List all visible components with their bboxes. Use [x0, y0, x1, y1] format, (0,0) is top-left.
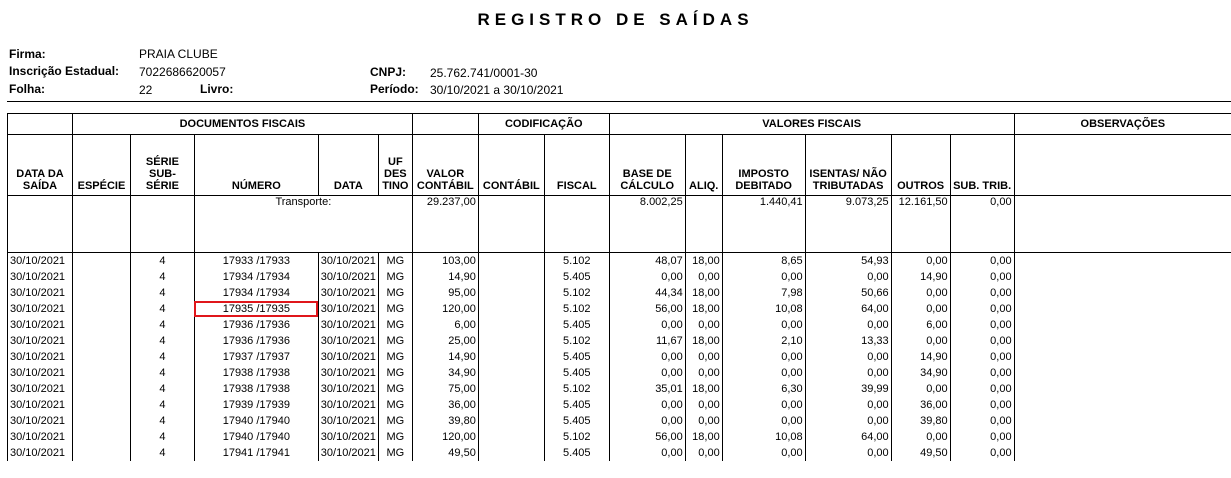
cell-observacoes: [1014, 333, 1231, 349]
table-row: [8, 285, 1231, 301]
cell-serie: 4: [130, 349, 194, 365]
cell-contabil: [478, 381, 544, 397]
cell-serie: 4: [130, 253, 194, 270]
table-row: [8, 429, 1231, 445]
cell-serie: 4: [130, 333, 194, 349]
cell-aliquota: 0,00: [685, 397, 722, 413]
cell-sub-trib: 0,00: [950, 429, 1014, 445]
cell-imposto-debitado: 6,30: [722, 381, 805, 397]
cell-data-saida: 30/10/2021: [8, 397, 73, 413]
cell-serie: 4: [130, 445, 194, 461]
col-especie: ESPÉCIE: [72, 135, 130, 196]
transporte-valor: 29.237,00: [412, 196, 478, 253]
cell-fiscal: 5.405: [544, 397, 609, 413]
cell-aliquota: 0,00: [685, 317, 722, 333]
table-row: [8, 349, 1231, 365]
cell-observacoes: [1014, 301, 1231, 317]
table-row: [8, 381, 1231, 397]
col-sub-trib: SUB. TRIB.: [950, 135, 1014, 196]
col-valor-contabil: VALOR CONTÁBIL: [412, 135, 478, 196]
cell-serie: 4: [130, 365, 194, 381]
cell-observacoes: [1014, 445, 1231, 461]
cell-aliquota: 18,00: [685, 285, 722, 301]
cell-valor-contabil: 6,00: [412, 317, 478, 333]
cell-especie: [72, 413, 130, 429]
cell-fiscal: 5.102: [544, 301, 609, 317]
cell-observacoes: [1014, 317, 1231, 333]
cell-outros: 0,00: [891, 333, 950, 349]
cell-isentas: 0,00: [805, 317, 891, 333]
cell-uf: MG: [378, 285, 412, 301]
cell-valor-contabil: 34,90: [412, 365, 478, 381]
cell-especie: [72, 317, 130, 333]
header-rule: [7, 101, 1231, 102]
cell: [1014, 196, 1231, 253]
folha-value: 22: [139, 83, 153, 97]
cell-isentas: 0,00: [805, 349, 891, 365]
cell-numero: 17936 /17936: [194, 333, 318, 349]
cell-especie: [72, 269, 130, 285]
cell-sub-trib: 0,00: [950, 365, 1014, 381]
cell-isentas: 0,00: [805, 269, 891, 285]
cell-fiscal: 5.405: [544, 269, 609, 285]
cell-sub-trib: 0,00: [950, 285, 1014, 301]
cell-serie: 4: [130, 269, 194, 285]
cell-uf: MG: [378, 381, 412, 397]
cell-especie: [72, 253, 130, 270]
cell-fiscal: 5.405: [544, 349, 609, 365]
col-outros: OUTROS: [891, 135, 950, 196]
cell-base-calculo: 0,00: [609, 445, 685, 461]
cell-serie: 4: [130, 381, 194, 397]
cell-base-calculo: 0,00: [609, 349, 685, 365]
cell-numero: 17938 /17938: [194, 381, 318, 397]
cell-data: 30/10/2021: [318, 381, 378, 397]
cell: [478, 196, 544, 253]
cell-contabil: [478, 429, 544, 445]
cell-isentas: 39,99: [805, 381, 891, 397]
cell-valor-contabil: 95,00: [412, 285, 478, 301]
cell-aliquota: 0,00: [685, 413, 722, 429]
cell-outros: 14,90: [891, 349, 950, 365]
cell-aliquota: 0,00: [685, 365, 722, 381]
cell-imposto-debitado: 0,00: [722, 365, 805, 381]
group-blank: [8, 114, 73, 135]
cell-base-calculo: 56,00: [609, 301, 685, 317]
cell-observacoes: [1014, 429, 1231, 445]
folha-label: Folha:: [9, 82, 45, 96]
cell-contabil: [478, 317, 544, 333]
cell: [544, 196, 609, 253]
group-documentos-fiscais: DOCUMENTOS FISCAIS: [72, 114, 412, 135]
cell-uf: MG: [378, 413, 412, 429]
cell-uf: MG: [378, 445, 412, 461]
cell-isentas: 0,00: [805, 413, 891, 429]
cell-observacoes: [1014, 253, 1231, 270]
cell-aliquota: 18,00: [685, 333, 722, 349]
cell-data: 30/10/2021: [318, 445, 378, 461]
table-row: [8, 333, 1231, 349]
cell-data: 30/10/2021: [318, 365, 378, 381]
livro-label: Livro:: [200, 82, 234, 96]
group-blank: [412, 114, 478, 135]
cell-contabil: [478, 365, 544, 381]
cell-outros: 14,90: [891, 269, 950, 285]
cell-serie: 4: [130, 301, 194, 317]
cell-data-saida: 30/10/2021: [8, 381, 73, 397]
cell-outros: 34,90: [891, 365, 950, 381]
col-uf-destino: UF DES TINO: [378, 135, 412, 196]
cell-base-calculo: 11,67: [609, 333, 685, 349]
cell-fiscal: 5.102: [544, 285, 609, 301]
cell: [72, 196, 130, 253]
cell-data-saida: 30/10/2021: [8, 333, 73, 349]
cell-data: 30/10/2021: [318, 269, 378, 285]
cell-numero: 17934 /17934: [194, 285, 318, 301]
firma-value: PRAIA CLUBE: [139, 47, 218, 61]
saidas-table: [7, 113, 1231, 461]
cell-sub-trib: 0,00: [950, 253, 1014, 270]
cell-especie: [72, 381, 130, 397]
cell-aliquota: 18,00: [685, 301, 722, 317]
inscricao-estadual-value: 7022686620057: [139, 65, 226, 79]
cell-data-saida: 30/10/2021: [8, 429, 73, 445]
cell-isentas: 0,00: [805, 445, 891, 461]
cell-uf: MG: [378, 349, 412, 365]
cell-numero: 17939 /17939: [194, 397, 318, 413]
cell-numero-highlighted: 17935 /17935: [194, 301, 318, 317]
cnpj-value: 25.762.741/0001-30: [430, 66, 538, 80]
cell-base-calculo: 0,00: [609, 269, 685, 285]
cell-contabil: [478, 413, 544, 429]
cell-isentas: 64,00: [805, 301, 891, 317]
group-codificacao: CODIFICAÇÃO: [478, 114, 609, 135]
cell-contabil: [478, 333, 544, 349]
cell-serie: 4: [130, 397, 194, 413]
transporte-sub-trib: 0,00: [950, 196, 1014, 253]
cell-uf: MG: [378, 397, 412, 413]
cell-base-calculo: 44,34: [609, 285, 685, 301]
cell-fiscal: 5.102: [544, 429, 609, 445]
cell-observacoes: [1014, 413, 1231, 429]
cell-data: 30/10/2021: [318, 301, 378, 317]
cell-uf: MG: [378, 429, 412, 445]
cell-especie: [72, 301, 130, 317]
cell-fiscal: 5.102: [544, 381, 609, 397]
cell-data-saida: 30/10/2021: [8, 365, 73, 381]
cell: [685, 196, 722, 253]
cell-data-saida: 30/10/2021: [8, 253, 73, 270]
cell-data: 30/10/2021: [318, 317, 378, 333]
cell-base-calculo: 0,00: [609, 317, 685, 333]
cell-sub-trib: 0,00: [950, 349, 1014, 365]
cell-outros: 39,80: [891, 413, 950, 429]
cell-numero: 17938 /17938: [194, 365, 318, 381]
periodo-value: 30/10/2021 a 30/10/2021: [430, 83, 564, 97]
cell-base-calculo: 35,01: [609, 381, 685, 397]
cell-sub-trib: 0,00: [950, 445, 1014, 461]
cell-contabil: [478, 349, 544, 365]
col-numero: NÚMERO: [194, 135, 318, 196]
cell-imposto-debitado: 10,08: [722, 301, 805, 317]
cell-imposto-debitado: 0,00: [722, 413, 805, 429]
cell-imposto-debitado: 0,00: [722, 269, 805, 285]
table-row: [8, 301, 1231, 317]
cell-fiscal: 5.405: [544, 365, 609, 381]
cell-contabil: [478, 269, 544, 285]
cell-data-saida: 30/10/2021: [8, 317, 73, 333]
cell-especie: [72, 333, 130, 349]
transporte-label: Transporte:: [194, 196, 412, 253]
transporte-isentas: 9.073,25: [805, 196, 891, 253]
cell-valor-contabil: 25,00: [412, 333, 478, 349]
cell-numero: 17933 /17933: [194, 253, 318, 270]
cell-serie: 4: [130, 429, 194, 445]
cell-fiscal: 5.405: [544, 445, 609, 461]
inscricao-estadual-label: Inscrição Estadual:: [9, 64, 120, 78]
periodo-label: Período:: [370, 82, 419, 96]
cell-aliquota: 0,00: [685, 269, 722, 285]
cell-numero: 17934 /17934: [194, 269, 318, 285]
cell-sub-trib: 0,00: [950, 413, 1014, 429]
cell-isentas: 0,00: [805, 365, 891, 381]
table-row: [8, 397, 1231, 413]
cell-valor-contabil: 39,80: [412, 413, 478, 429]
cell-valor-contabil: 36,00: [412, 397, 478, 413]
cell-imposto-debitado: 0,00: [722, 397, 805, 413]
cell-fiscal: 5.102: [544, 333, 609, 349]
cell-sub-trib: 0,00: [950, 397, 1014, 413]
cell-observacoes: [1014, 365, 1231, 381]
cell-sub-trib: 0,00: [950, 333, 1014, 349]
cell-numero: 17937 /17937: [194, 349, 318, 365]
cell-sub-trib: 0,00: [950, 317, 1014, 333]
cell-observacoes: [1014, 269, 1231, 285]
cell-aliquota: 0,00: [685, 445, 722, 461]
group-observacoes: OBSERVAÇÕES: [1014, 114, 1231, 135]
cell-data: 30/10/2021: [318, 429, 378, 445]
cell-outros: 0,00: [891, 429, 950, 445]
cell-fiscal: 5.102: [544, 253, 609, 270]
col-observacoes-blank: [1014, 135, 1231, 196]
cell-imposto-debitado: 0,00: [722, 317, 805, 333]
firma-label: Firma:: [9, 47, 46, 61]
table-row: [8, 269, 1231, 285]
cell-valor-contabil: 103,00: [412, 253, 478, 270]
page-title: REGISTRO DE SAÍDAS: [477, 10, 754, 29]
cell-data-saida: 30/10/2021: [8, 285, 73, 301]
cell-observacoes: [1014, 397, 1231, 413]
cell-imposto-debitado: 8,65: [722, 253, 805, 270]
cnpj-label: CNPJ:: [370, 65, 407, 79]
cell-uf: MG: [378, 365, 412, 381]
cell-observacoes: [1014, 285, 1231, 301]
transporte-imposto: 1.440,41: [722, 196, 805, 253]
cell-valor-contabil: 14,90: [412, 349, 478, 365]
cell-numero: 17936 /17936: [194, 317, 318, 333]
cell-observacoes: [1014, 349, 1231, 365]
cell-outros: 36,00: [891, 397, 950, 413]
cell-contabil: [478, 253, 544, 270]
cell-sub-trib: 0,00: [950, 269, 1014, 285]
cell-especie: [72, 349, 130, 365]
table-row: [8, 445, 1231, 461]
col-isentas: ISENTAS/ NÃO TRIBUTADAS: [805, 135, 891, 196]
cell-serie: 4: [130, 413, 194, 429]
cell-isentas: 64,00: [805, 429, 891, 445]
cell-sub-trib: 0,00: [950, 301, 1014, 317]
cell-outros: 0,00: [891, 381, 950, 397]
cell-especie: [72, 445, 130, 461]
cell-base-calculo: 0,00: [609, 413, 685, 429]
cell-base-calculo: 0,00: [609, 365, 685, 381]
cell-isentas: 13,33: [805, 333, 891, 349]
cell-especie: [72, 285, 130, 301]
cell-sub-trib: 0,00: [950, 381, 1014, 397]
cell-contabil: [478, 397, 544, 413]
cell-imposto-debitado: 0,00: [722, 445, 805, 461]
cell-data-saida: 30/10/2021: [8, 445, 73, 461]
cell-numero: 17940 /17940: [194, 429, 318, 445]
cell-aliquota: 18,00: [685, 253, 722, 270]
cell-data: 30/10/2021: [318, 349, 378, 365]
cell-outros: 0,00: [891, 301, 950, 317]
cell-uf: MG: [378, 269, 412, 285]
group-valores-fiscais: VALORES FISCAIS: [609, 114, 1014, 135]
cell-data-saida: 30/10/2021: [8, 349, 73, 365]
cell-valor-contabil: 49,50: [412, 445, 478, 461]
cell-observacoes: [1014, 381, 1231, 397]
cell-aliquota: 18,00: [685, 381, 722, 397]
cell-outros: 0,00: [891, 285, 950, 301]
cell-contabil: [478, 285, 544, 301]
transporte-base: 8.002,25: [609, 196, 685, 253]
table-row: [8, 317, 1231, 333]
cell-data: 30/10/2021: [318, 413, 378, 429]
col-imposto-debitado: IMPOSTO DEBITADO: [722, 135, 805, 196]
cell-aliquota: 18,00: [685, 429, 722, 445]
cell-valor-contabil: 120,00: [412, 429, 478, 445]
cell-data-saida: 30/10/2021: [8, 301, 73, 317]
cell-contabil: [478, 445, 544, 461]
cell-numero: 17941 /17941: [194, 445, 318, 461]
cell-imposto-debitado: 0,00: [722, 349, 805, 365]
cell-outros: 49,50: [891, 445, 950, 461]
cell-especie: [72, 397, 130, 413]
cell-data-saida: 30/10/2021: [8, 269, 73, 285]
cell-imposto-debitado: 7,98: [722, 285, 805, 301]
cell-uf: MG: [378, 253, 412, 270]
cell-aliquota: 0,00: [685, 349, 722, 365]
cell-contabil: [478, 301, 544, 317]
cell-isentas: 0,00: [805, 397, 891, 413]
cell-fiscal: 5.405: [544, 413, 609, 429]
cell-valor-contabil: 14,90: [412, 269, 478, 285]
transporte-row: [8, 196, 1231, 253]
cell-data: 30/10/2021: [318, 253, 378, 270]
cell: [8, 196, 73, 253]
cell-valor-contabil: 120,00: [412, 301, 478, 317]
cell-base-calculo: 0,00: [609, 397, 685, 413]
cell-imposto-debitado: 10,08: [722, 429, 805, 445]
col-serie: SÉRIE SUB- SÉRIE: [130, 135, 194, 196]
col-data-saida: DATA DA SAÍDA: [8, 135, 73, 196]
cell-isentas: 50,66: [805, 285, 891, 301]
cell-uf: MG: [378, 317, 412, 333]
cell-data: 30/10/2021: [318, 397, 378, 413]
cell-fiscal: 5.405: [544, 317, 609, 333]
cell-base-calculo: 48,07: [609, 253, 685, 270]
cell-uf: MG: [378, 333, 412, 349]
cell-especie: [72, 365, 130, 381]
col-aliquota: ALIQ.: [685, 135, 722, 196]
cell-data: 30/10/2021: [318, 285, 378, 301]
cell-isentas: 54,93: [805, 253, 891, 270]
cell: [130, 196, 194, 253]
table-row: [8, 253, 1231, 270]
transporte-outros: 12.161,50: [891, 196, 950, 253]
cell-serie: 4: [130, 317, 194, 333]
cell-imposto-debitado: 2,10: [722, 333, 805, 349]
cell-data: 30/10/2021: [318, 333, 378, 349]
cell-serie: 4: [130, 285, 194, 301]
col-base-calculo: BASE DE CÁLCULO: [609, 135, 685, 196]
table-row: [8, 365, 1231, 381]
cell-data-saida: 30/10/2021: [8, 413, 73, 429]
cell-outros: 0,00: [891, 253, 950, 270]
col-contabil: CONTÁBIL: [478, 135, 544, 196]
table-row: [8, 413, 1231, 429]
col-data: DATA: [318, 135, 378, 196]
cell-valor-contabil: 75,00: [412, 381, 478, 397]
cell-numero: 17940 /17940: [194, 413, 318, 429]
col-fiscal: FISCAL: [544, 135, 609, 196]
cell-uf: MG: [378, 301, 412, 317]
cell-base-calculo: 56,00: [609, 429, 685, 445]
cell-outros: 6,00: [891, 317, 950, 333]
cell-especie: [72, 429, 130, 445]
